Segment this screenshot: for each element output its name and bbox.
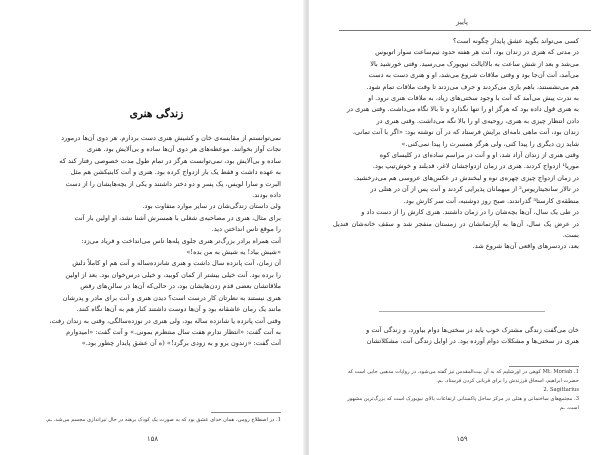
- footnote: 1. Mt. Moriah کوهی در اورشلیم که به آن بیت‌المقدس نیز گفته می‌شود. در روایات مذهبی جایی است که: [347, 369, 579, 375]
- text-line: منطقه‌ی کارستا³ گذراندند. صبح روز دوشنبه، آنت سر کارش بود.: [403, 196, 579, 205]
- right-footnotes: [333, 368, 579, 413]
- text-line: در مدتی که هنری در زندان بود، آنت هر هفته حدود نیم‌ساعت سوار اتوبوس: [375, 48, 579, 57]
- page-number: ۱۵۸: [146, 435, 159, 443]
- text-line: شاید زن دیگری را پیدا کنی، ولی هرگز همسرت را پیدا نمی‌کنی.»: [401, 139, 579, 148]
- text-line: هنری نیستند به نظرتان کار درست است؟ دیدن هنری و آنت برای مادر و پدرشان: [62, 293, 281, 302]
- text-line: وقتی آنت پانزده یا شانزده ساله بود، ولی هنری در نوزده‌سالگی، وقتی به زندان رفت،: [49, 316, 281, 325]
- right-body-text-continued: [333, 325, 579, 348]
- left-footnotes: [36, 416, 281, 425]
- text-line: وقتی هنری از زندان آزاد شد، او و آنت در مراسم ساده‌ای در کلیسای کوه: [379, 151, 579, 160]
- text-line: در زمان ازدواج چیزی چهره‌ی نوه و لبخندش در عکس‌های عروسی هم می‌درخشید.: [354, 173, 579, 182]
- text-line: زندان بود، آنت ماهی نامه‌ای برایش فرستاد که در آن نوشته بود: «اگر با آنت تمانی،: [352, 128, 579, 137]
- text-line: به هنری قول داده بود که هرگز او را تنها نگذارد و تا بالا نگاه می‌داشت. وقتی هنری در: [346, 105, 579, 114]
- text-line: می‌شد و بعد از شش ساعت به بالاایالت نیویورک می‌رسید. وقتی خورشید بالا: [370, 59, 579, 68]
- text-line: خان می‌گفت زندگی مشترک خوب باید در سختی‌ها دوام بیاورد، و زندگی آنت و: [366, 326, 579, 334]
- text-line: دادن انتظار چیزی به هنری، روحیه‌ی او را بالا نگه می‌داشت. وقتی هنری در: [376, 116, 579, 125]
- text-line: در تالار سانجیتاریوس² از میهمانان پذیرایی کردند و آنت پس از آن در هتلی در: [370, 185, 579, 194]
- page-number: ۱۵۹: [456, 435, 468, 443]
- footnote-divider: [509, 366, 579, 367]
- text-line: موریا¹ ازدواج کردند. هنری در زمان ازدواجشان لاغر، قدبلند و خوش‌تیپ بود.: [372, 162, 579, 171]
- text-line: به عهده داشت و فقط یک بار ازدواج کرده بود. هنری و آنت کاینیکشن هم مثل: [70, 168, 281, 177]
- text-line: به آنت گفت: «انتظار ندارم هفت سال منتظرم بمونی.» و آنت گفت: «امیدوارم: [66, 327, 281, 336]
- right-page: [309, 0, 615, 455]
- footnote: است. ـم: [559, 405, 579, 411]
- left-page: [0, 0, 305, 455]
- footnote: 2. Sagittarius: [543, 387, 579, 393]
- text-line: در طی یک سال، آن‌ها بچه‌شان را در زمان داشتند. هنری کارش را از دست داد و: [361, 208, 579, 217]
- text-line: نجات آواز بخوانند. موعظه‌های هر دوی آن‌ها ساده و بی‌آلایش بود. هنری: [87, 145, 281, 154]
- text-line: کسی می‌تواند بگوید عشق پایدار چگونه است؟: [453, 37, 579, 45]
- text-line: هم می‌نشستند، باهم بازی می‌کردند و حرف می‌زدند تا وقت ملاقات تمام شود.: [366, 82, 579, 91]
- text-line: ولی داستان زندگی‌شان در سایر موارد متفاوت بود.: [142, 202, 281, 211]
- section-divider: [379, 311, 545, 312]
- text-line: نمی‌توانستم از مقایسه‌ی خان و کشیش هنری دست بردارم. هر دوی آن‌ها درمورد: [61, 134, 281, 142]
- text-line: البرت و سارا لویس، یک پسر و دو دختر داشتند و یکی از بچه‌هایشان را از دست: [65, 179, 281, 188]
- text-line: به ندرت پیش می‌آمد که آنت با وجود سختی‌های زیاد، به ملاقات هنری نرود. او: [368, 94, 579, 103]
- footnote: 3. مجتمع‌های ساختمانی و هتلی در مرکز ساحل پاکستانی ارتفاعات بالای نیویورک است که بزرگ‌ترین مشهور: [347, 396, 579, 402]
- footnote: حضرت ابراهیم، اسحاق فرزندش را برای قربانی کردن فرستاد. ـم.: [436, 378, 579, 384]
- text-line: ساده و بی‌آلایش بود، نمی‌توانست هرگز در تمام طول مدت خصوصی رفتار کند که: [59, 156, 281, 165]
- text-line: هنری در سختی‌ها و مشکلات دوام آورده بود. در اوایل زندگی آنت، مشکلاتشان: [366, 337, 579, 346]
- text-line: آنت همراه برادر بزرگ‌تر هنری جلوی پله‌ها تاس می‌انداخت و فریاد می‌زد:: [81, 236, 281, 245]
- header-rule: [339, 30, 591, 31]
- text-line: ملاقاتشان بعضی قدم زدن‌هایشان بود، در حالی‌که آن‌ها در سالن‌های رقص: [80, 282, 281, 291]
- left-body-text: [36, 133, 281, 350]
- text-line: آن زمان، آنت پانزده سال داشت و هنری شانزده‌ساله و آنت هم او کاملاً دلش: [72, 259, 281, 268]
- text-line: مانند یک رمان عاشقانه بود و آن‌ها دوست داشتند کنار هم به آن‌ها نگاه کنند.: [76, 305, 281, 314]
- footnote-divider: [211, 412, 281, 413]
- text-line: «شیش بیاد! یه شیش به من بده!»: [186, 248, 281, 257]
- text-line: برای مثال، هنری در مصاحبه‌ی شغلی با همسرش آشنا نشد، او اولین بار آنت: [74, 213, 281, 222]
- text-line: داده بودند.: [252, 191, 281, 200]
- text-line: را موقع تاس انداختن دید.: [211, 225, 281, 234]
- text-line: آنت گفت: «زندون برو و به زودی برگرد!» (ه آن عشق پایدار چطور بود.»: [81, 339, 281, 348]
- text-line: بعد، دردسرهای واقعی آن‌ها شروع شد.: [472, 242, 579, 251]
- footnote: 1. در اصطلاح رومی، همان خدای عشق بود که به صورت یک کودک برهنه در حال تیراندازی مجسم می‌شد. ـم.: [45, 417, 281, 423]
- text-line: را برده بود. آنت خیلی بیشتر از کمان کوبید، و خیلی درس‌خوان بود. بعد از اولین: [65, 270, 281, 279]
- chapter-title: زندگی هنری: [129, 108, 184, 120]
- text-line: در عرض یک سال، آن‌ها به آپارتمانشان در زمستان منفجر شد و سقف خانه‌شان فندیل بست.: [333, 219, 579, 239]
- text-line: می‌آمد، آنت آن‌جا بود و وقتی ملاقات شروع می‌شد، او و هنری دست به دست: [368, 71, 579, 80]
- running-head: پاییز: [455, 18, 468, 26]
- right-body-text: [333, 36, 579, 253]
